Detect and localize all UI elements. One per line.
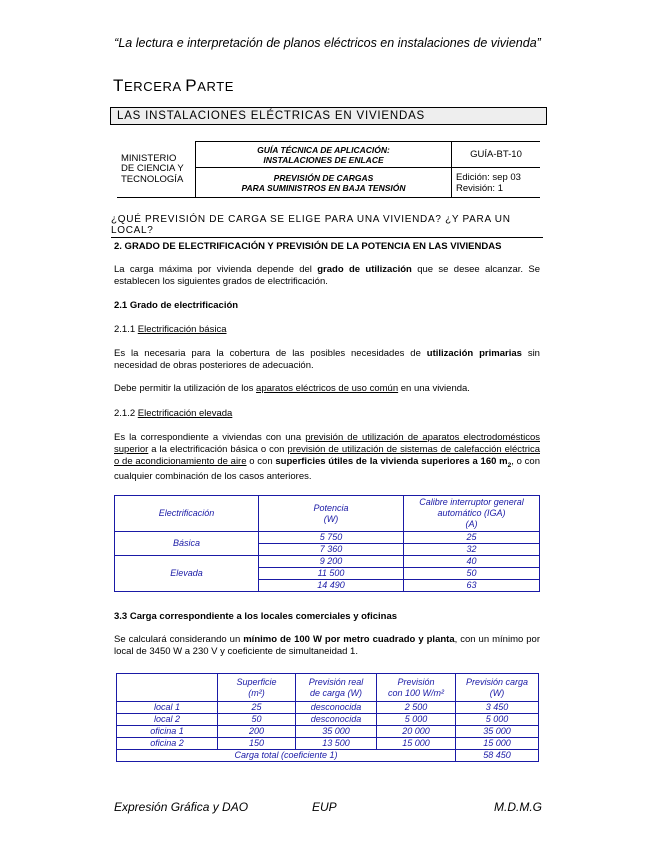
elec-cell: 11 500 [259, 568, 404, 580]
loads-header-line: Previsión [397, 676, 435, 687]
elev-a: Es la correspondiente a viviendas con una [114, 432, 306, 443]
elev-d: previsión de utilización de sistemas de calefacción eléctrica o de acondicionamiento de aire [114, 443, 540, 467]
loads-text-a: Se calculará considerando un [114, 634, 244, 645]
guide-code: GUÍA-BT-10 [452, 142, 541, 168]
loads-total-row [117, 750, 539, 762]
elec-cell: 63 [404, 580, 540, 592]
basic-paragraph-1 [114, 348, 540, 372]
guide-header-table [117, 141, 540, 198]
elec-cell: 7 360 [259, 544, 404, 556]
guide-title-cell [196, 142, 452, 168]
basic2-text-c: en una vivienda. [398, 383, 470, 394]
part-title-cap-2: P [185, 76, 198, 95]
heading-2-1-1-title: Electrificación básica [137, 324, 227, 335]
guide-revision: Revisión: 1 [456, 182, 503, 194]
elec-cell: 40 [404, 556, 540, 568]
intro-text-a: La carga máxima por vivienda depende del [114, 264, 318, 275]
loads-cell: desconocida [296, 714, 377, 726]
guide-title-line1: GUÍA TÉCNICA DE APLICACIÓN: [257, 144, 390, 155]
elev-f: superficies útiles de la vivienda superiores a 160 m [275, 455, 508, 467]
loads-cell: 15 000 [456, 738, 539, 750]
intro-paragraph [114, 264, 540, 288]
elec-header-calibre-line: (A) [465, 519, 478, 529]
loads-cell: local 2 [117, 714, 218, 726]
elec-header-calibre-line: automático (IGA) [437, 508, 506, 518]
elec-cell: 5 750 [259, 532, 404, 544]
loads-header-line: Superficie [236, 676, 277, 687]
elec-cell: 9 200 [259, 556, 404, 568]
loads-text-c: , con un mínimo por local de 3450 W a 230 V y coeficiente de simultaneidad 1. [114, 634, 540, 657]
elev-f-sub: 2 [507, 461, 512, 469]
loads-cell: local 1 [117, 702, 218, 714]
elec-cell: 50 [404, 568, 540, 580]
loads-cell: 5 000 [456, 714, 539, 726]
loads-cell: 15 000 [377, 738, 456, 750]
loads-header-100 [377, 674, 456, 702]
loads-header-surface [218, 674, 296, 702]
part-title [113, 76, 234, 96]
loads-header-load [456, 674, 539, 702]
heading-2-1-2-num: 2.1.2 [114, 408, 138, 419]
loads-header-line: de carga (W) [309, 687, 362, 698]
elec-cell: 14 490 [259, 580, 404, 592]
basic-paragraph-2 [114, 383, 540, 395]
loads-header-line: (W) [489, 687, 505, 698]
loads-row [117, 714, 539, 726]
loads-total-value: 58 450 [456, 750, 539, 762]
header-quote: “La lectura e interpretación de planos eléctricos en instalaciones de vivienda” [114, 36, 541, 50]
basic-text-c: sin necesidad de obras posteriores de adecuación. [114, 348, 540, 371]
loads-cell: 5 000 [377, 714, 456, 726]
heading-3-3: 3.3 Carga correspondiente a los locales comerciales y oficinas [114, 611, 398, 622]
basic-text-b: utilización primarias [426, 348, 522, 359]
loads-cell: 2 500 [377, 702, 456, 714]
heading-2-1-1 [114, 324, 540, 336]
loads-total-label: Carga total (coeficiente 1) [117, 750, 456, 762]
loads-header-empty [117, 674, 218, 702]
loads-cell: 25 [218, 702, 296, 714]
heading-2-1-1-num: 2.1.1 [114, 324, 138, 335]
guide-subtitle-line2: PARA SUMINISTROS EN BAJA TENSIÓN [241, 182, 406, 193]
loads-cell: 35 000 [456, 726, 539, 738]
loads-cell: 3 450 [456, 702, 539, 714]
footer-left: Expresión Gráfica y DAO [114, 800, 249, 814]
loads-cell: oficina 2 [117, 738, 218, 750]
ministry-line: DE CIENCIA Y [121, 163, 184, 174]
loads-header-line: (m²) [248, 687, 265, 698]
intro-text-b: grado de utilización [317, 264, 412, 275]
basic-text-a: Es la necesaria para la cobertura de las posibles necesidades de [114, 348, 427, 359]
elev-e: o con [246, 455, 276, 467]
guide-subtitle-line1: PREVISIÓN DE CARGAS [273, 172, 374, 183]
elec-header-potencia [259, 496, 404, 532]
part-title-cap-1: T [113, 76, 124, 95]
elec-header-potencia-line: (W) [323, 513, 339, 524]
basic2-text-b: aparatos eléctricos de uso común [256, 383, 399, 394]
heading-2-1: 2.1 Grado de electrificación [114, 300, 239, 311]
elev-c: a la electrificación básica o con [148, 443, 288, 455]
elec-cell: 25 [404, 532, 540, 544]
part-title-rest-1: ERCERA [123, 79, 182, 94]
elec-header-potencia-line: Potencia [313, 502, 349, 513]
loads-cell: oficina 1 [117, 726, 218, 738]
loads-header-real [296, 674, 377, 702]
elec-header-calibre-line: Calibre interruptor general [419, 497, 524, 507]
loads-header-line: Previsión carga [465, 676, 529, 687]
loads-cell: 13 500 [296, 738, 377, 750]
loads-text-b: mínimo de 100 W por metro cuadrado y planta [243, 634, 455, 645]
section-question: ¿QUÉ PREVISIÓN DE CARGA SE ELIGE PARA UNA VIVIENDA? ¿Y PARA UN LOCAL? [111, 214, 543, 238]
elev-g: , o con cualquier combinación de los casos anteriores. [114, 455, 540, 483]
loads-cell: desconocida [296, 702, 377, 714]
guide-edition: Edición: sep 03 [456, 171, 521, 183]
heading-2-1-2-title: Electrificación elevada [137, 408, 233, 419]
heading-2-1-2 [114, 408, 540, 420]
heading-2: 2. GRADO DE ELECTRIFICACIÓN Y PREVISIÓN DE LA POTENCIA EN LAS VIVIENDAS [114, 241, 502, 252]
loads-cell: 35 000 [296, 726, 377, 738]
elec-cell: 32 [404, 544, 540, 556]
elevated-paragraph [114, 432, 540, 483]
electrification-table [114, 495, 540, 592]
section-title-box: LAS INSTALACIONES ELÉCTRICAS EN VIVIENDAS [110, 107, 547, 125]
basic2-text-a: Debe permitir la utilización de los [114, 383, 257, 394]
guide-edition-cell [452, 168, 541, 198]
loads-row [117, 738, 539, 750]
intro-text-c: que se desee alcanzar. Se establecen los siguientes grados de electrificación. [114, 264, 541, 287]
loads-cell: 50 [218, 714, 296, 726]
elec-header-electrificacion: Electrificación [115, 496, 259, 532]
ministry-line: TECNOLOGÍA [121, 173, 184, 185]
loads-row [117, 726, 539, 738]
part-title-rest-2: ARTE [197, 79, 235, 94]
guide-title-line2: INSTALACIONES DE ENLACE [263, 154, 384, 165]
loads-header-line: Previsión real [308, 676, 364, 687]
loads-table [116, 673, 539, 762]
loads-cell: 150 [218, 738, 296, 750]
loads-cell: 20 000 [377, 726, 456, 738]
elec-header-calibre [404, 496, 540, 532]
footer-center: EUP [312, 800, 337, 814]
ministry-line: MINISTERIO [121, 152, 177, 164]
elec-group-basica: Básica [115, 532, 259, 556]
loads-header-line: con 100 W/m² [387, 687, 445, 698]
elec-group-elevada: Elevada [115, 556, 259, 592]
loads-paragraph [114, 634, 540, 658]
footer-right: M.D.M.G [494, 800, 542, 814]
loads-row [117, 702, 539, 714]
ministry-cell [117, 142, 196, 198]
loads-cell: 200 [218, 726, 296, 738]
elev-b: previsión de utilización de aparatos electrodomésticos superior [114, 432, 540, 455]
guide-subtitle-cell [196, 168, 452, 198]
